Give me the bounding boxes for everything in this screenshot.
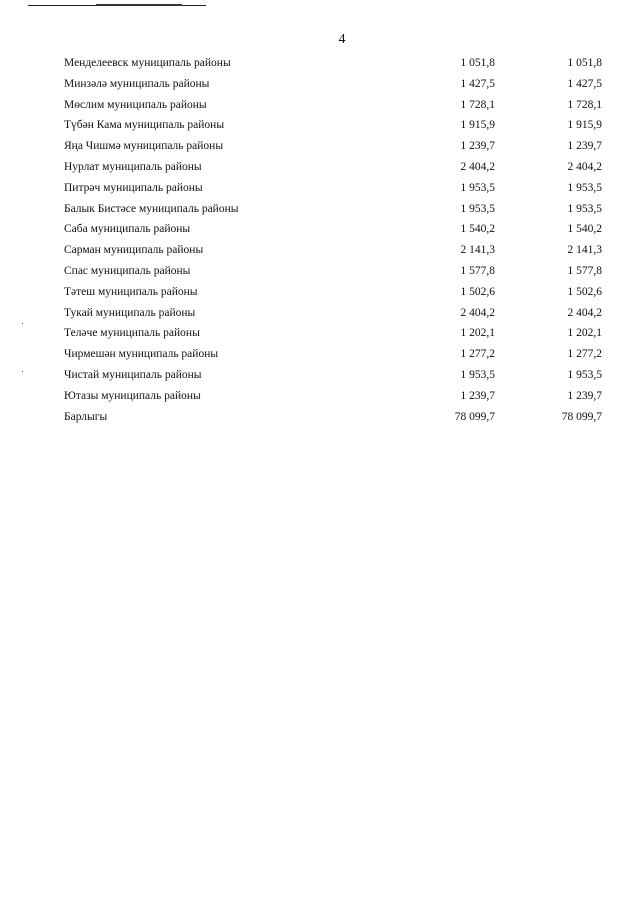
- value-col-1: 1 953,5: [460, 368, 495, 381]
- value-col-1: 2 404,2: [460, 160, 495, 173]
- district-name: Теләче муниципаль районы: [64, 327, 200, 340]
- value-col-1: 1 915,9: [460, 119, 495, 132]
- value-col-1: 1 540,2: [460, 223, 495, 236]
- table-row: [64, 202, 612, 223]
- value-col-1: 1 728,1: [460, 98, 495, 111]
- table-row: [64, 347, 612, 368]
- value-col-2: 2 141,3: [567, 244, 602, 257]
- district-name: Балык Бистәсе муниципаль районы: [64, 202, 239, 215]
- district-name: Тукай муниципаль районы: [64, 306, 196, 319]
- district-name: Чирмешән муниципаль районы: [64, 348, 219, 361]
- district-name: Мөслим муниципаль районы: [64, 98, 207, 111]
- table-row: [64, 222, 612, 243]
- total-value-col-1: 78 099,7: [454, 410, 495, 423]
- table-row: [64, 56, 612, 77]
- table-row: [64, 389, 612, 410]
- district-name: Спас муниципаль районы: [64, 264, 191, 277]
- value-col-2: 1 202,1: [567, 327, 602, 340]
- value-col-2: 2 404,2: [567, 160, 602, 173]
- total-label: Барлыгы: [64, 410, 108, 423]
- district-name: Чистай муниципаль районы: [64, 368, 202, 381]
- district-name: Питрәч муниципаль районы: [64, 181, 203, 194]
- total-row: [64, 410, 612, 431]
- value-col-1: 1 953,5: [460, 181, 495, 194]
- district-name: Яңа Чишмә муниципаль районы: [64, 140, 224, 153]
- value-col-1: 2 141,3: [460, 244, 495, 257]
- value-col-2: 1 953,5: [567, 202, 602, 215]
- value-col-2: 1 051,8: [567, 57, 602, 69]
- table-row: [64, 285, 612, 306]
- table-row: [64, 98, 612, 119]
- total-value-col-2: 78 099,7: [561, 410, 602, 423]
- district-name: Тәтеш муниципаль районы: [64, 285, 198, 298]
- budget-table: [64, 56, 612, 430]
- value-col-2: 1 277,2: [567, 348, 602, 361]
- value-col-2: 1 540,2: [567, 223, 602, 236]
- value-col-2: 1 915,9: [567, 119, 602, 132]
- value-col-2: 1 427,5: [567, 77, 602, 90]
- value-col-2: 2 404,2: [567, 306, 602, 319]
- district-name: Сарман муниципаль районы: [64, 244, 204, 257]
- table-row: [64, 181, 612, 202]
- value-col-1: 1 577,8: [460, 264, 495, 277]
- district-name: Минзәлә муниципаль районы: [64, 77, 210, 90]
- value-col-1: 1 953,5: [460, 202, 495, 215]
- table-row: [64, 160, 612, 181]
- value-col-2: 1 953,5: [567, 181, 602, 194]
- value-col-2: 1 728,1: [567, 98, 602, 111]
- value-col-1: 1 202,1: [460, 327, 495, 340]
- value-col-1: 1 239,7: [460, 140, 495, 153]
- margin-mark: [22, 371, 23, 372]
- value-col-1: 1 239,7: [460, 389, 495, 402]
- table-row: [64, 264, 612, 285]
- value-col-1: 1 427,5: [460, 77, 495, 90]
- value-col-2: 1 953,5: [567, 368, 602, 381]
- table-row: [64, 118, 612, 139]
- value-col-2: 1 502,6: [567, 285, 602, 298]
- district-name: Түбән Кама муниципаль районы: [64, 119, 225, 132]
- district-name: Менделеевск муниципаль районы: [64, 57, 231, 69]
- table-row: [64, 243, 612, 264]
- table-row: [64, 139, 612, 160]
- district-name: Ютазы муниципаль районы: [64, 389, 201, 402]
- table-row: [64, 368, 612, 389]
- top-rule-mark: [96, 4, 182, 6]
- page-number: 4: [338, 32, 346, 47]
- value-col-2: 1 239,7: [567, 140, 602, 153]
- district-name: Нурлат муниципаль районы: [64, 160, 202, 173]
- table-row: [64, 77, 612, 98]
- district-name: Саба муниципаль районы: [64, 223, 191, 236]
- table-row: [64, 306, 612, 327]
- value-col-1: 1 277,2: [460, 348, 495, 361]
- margin-mark: [22, 323, 23, 324]
- value-col-2: 1 577,8: [567, 264, 602, 277]
- value-col-1: 1 051,8: [460, 57, 495, 69]
- value-col-1: 2 404,2: [460, 306, 495, 319]
- table-row: [64, 326, 612, 347]
- value-col-1: 1 502,6: [460, 285, 495, 298]
- value-col-2: 1 239,7: [567, 389, 602, 402]
